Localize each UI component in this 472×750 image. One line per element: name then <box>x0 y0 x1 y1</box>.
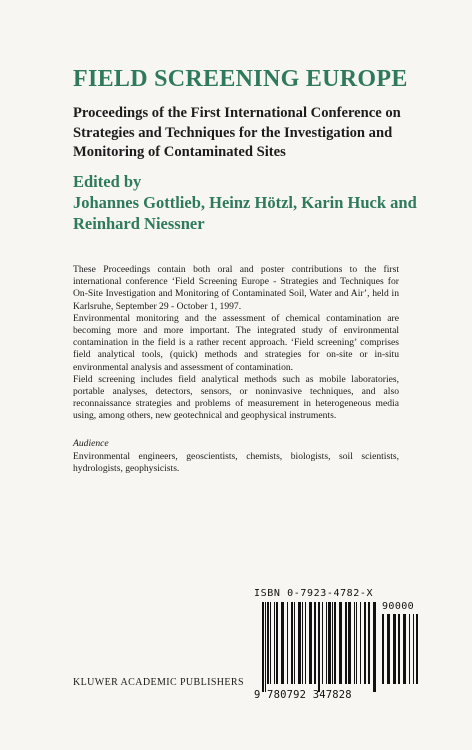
barcode-bar <box>265 602 266 692</box>
editors-line-2: Reinhard Niessner <box>73 214 205 233</box>
barcode-bar <box>334 602 336 684</box>
barcode-bar <box>387 614 390 684</box>
editors-line-1: Johannes Gottlieb, Heinz Hötzl, Karin Huck and <box>73 193 417 212</box>
barcode-bar <box>267 602 269 684</box>
barcode-addon-image <box>382 614 422 692</box>
barcode-bar <box>298 602 301 684</box>
barcode-bar <box>354 602 355 684</box>
publisher-name: KLUWER ACADEMIC PUBLISHERS <box>73 677 244 688</box>
barcode-bar <box>287 602 288 684</box>
barcode-bar <box>262 602 264 692</box>
barcode-bar <box>382 614 384 684</box>
description-paragraph-3: Field screening includes field analytical methods such as mobile laboratories, portable analyses, detectors, sensors, or noninvasive techniques, and also reconnaissance strategies and problems of measurement in heterogeneous media using, among others, new geotechnical and geophysical instruments. <box>73 373 399 422</box>
audience-label: Audience <box>73 438 109 449</box>
barcode-bar <box>322 602 323 684</box>
barcode-bar <box>356 602 357 684</box>
barcode-bar <box>281 602 284 684</box>
barcode-bar <box>270 602 271 684</box>
barcode-bar <box>318 602 320 692</box>
book-subtitle: Proceedings of the First International Conference on Strategies and Techniques for the Investigation and Monitoring of Contaminated Sites <box>73 105 401 161</box>
description-text <box>73 264 399 423</box>
barcode-bar <box>393 614 396 684</box>
barcode-bar <box>360 602 361 684</box>
barcode-bar <box>373 602 376 692</box>
description-paragraph-2: Environmental monitoring and the assessment of chemical contamination are becoming more and more important. The integrated study of environmental contamination in the field is a rather recent approach. ‘Field screening’ comprises field analytical tools, (quick) methods and strategies for on-site or in-situ environmental analysis and assessment of contamination. <box>73 312 399 373</box>
barcode-number: 9 780792 347828 <box>254 689 352 701</box>
barcode-bar <box>345 602 347 684</box>
barcode-bar <box>368 602 370 684</box>
audience-text: Environmental engineers, geoscientists, chemists, biologists, soil scientists, hydrologists, geophysicists. <box>73 451 399 475</box>
barcode-bar <box>332 602 333 684</box>
barcode-bar <box>326 602 327 684</box>
isbn-number: ISBN 0-7923-4782-X <box>254 588 374 599</box>
barcode-bar <box>339 602 342 684</box>
barcode-bar <box>364 602 366 684</box>
barcode-bar <box>274 602 275 684</box>
editors-label: Edited by <box>73 172 142 191</box>
barcode-bar <box>302 602 303 684</box>
barcode-image <box>262 602 376 692</box>
price-code: 90000 <box>382 601 415 612</box>
book-title: FIELD SCREENING EUROPE <box>73 66 408 92</box>
barcode-bar <box>305 602 306 684</box>
barcode-bar <box>413 614 414 684</box>
barcode-bar <box>309 602 312 684</box>
barcode-bar <box>314 602 316 684</box>
editors-names <box>73 192 433 234</box>
barcode-bar <box>409 614 410 684</box>
barcode-bar <box>291 602 293 684</box>
barcode-bar <box>294 602 295 684</box>
description-paragraph-1: These Proceedings contain both oral and poster contributions to the first international conference ‘Field Screening Europe - Strategies and Techniques for On-Site Investigation and Monitoring of Contaminated Soil, Water and Air’, held in Karlsruhe, September 29 - October 1, 1997. <box>73 264 399 312</box>
barcode-bar <box>398 614 400 684</box>
barcode-bar <box>328 602 331 684</box>
barcode-bar <box>416 614 418 684</box>
barcode-bar <box>348 602 351 684</box>
barcode-bar <box>276 602 278 684</box>
barcode-bar <box>403 614 406 684</box>
